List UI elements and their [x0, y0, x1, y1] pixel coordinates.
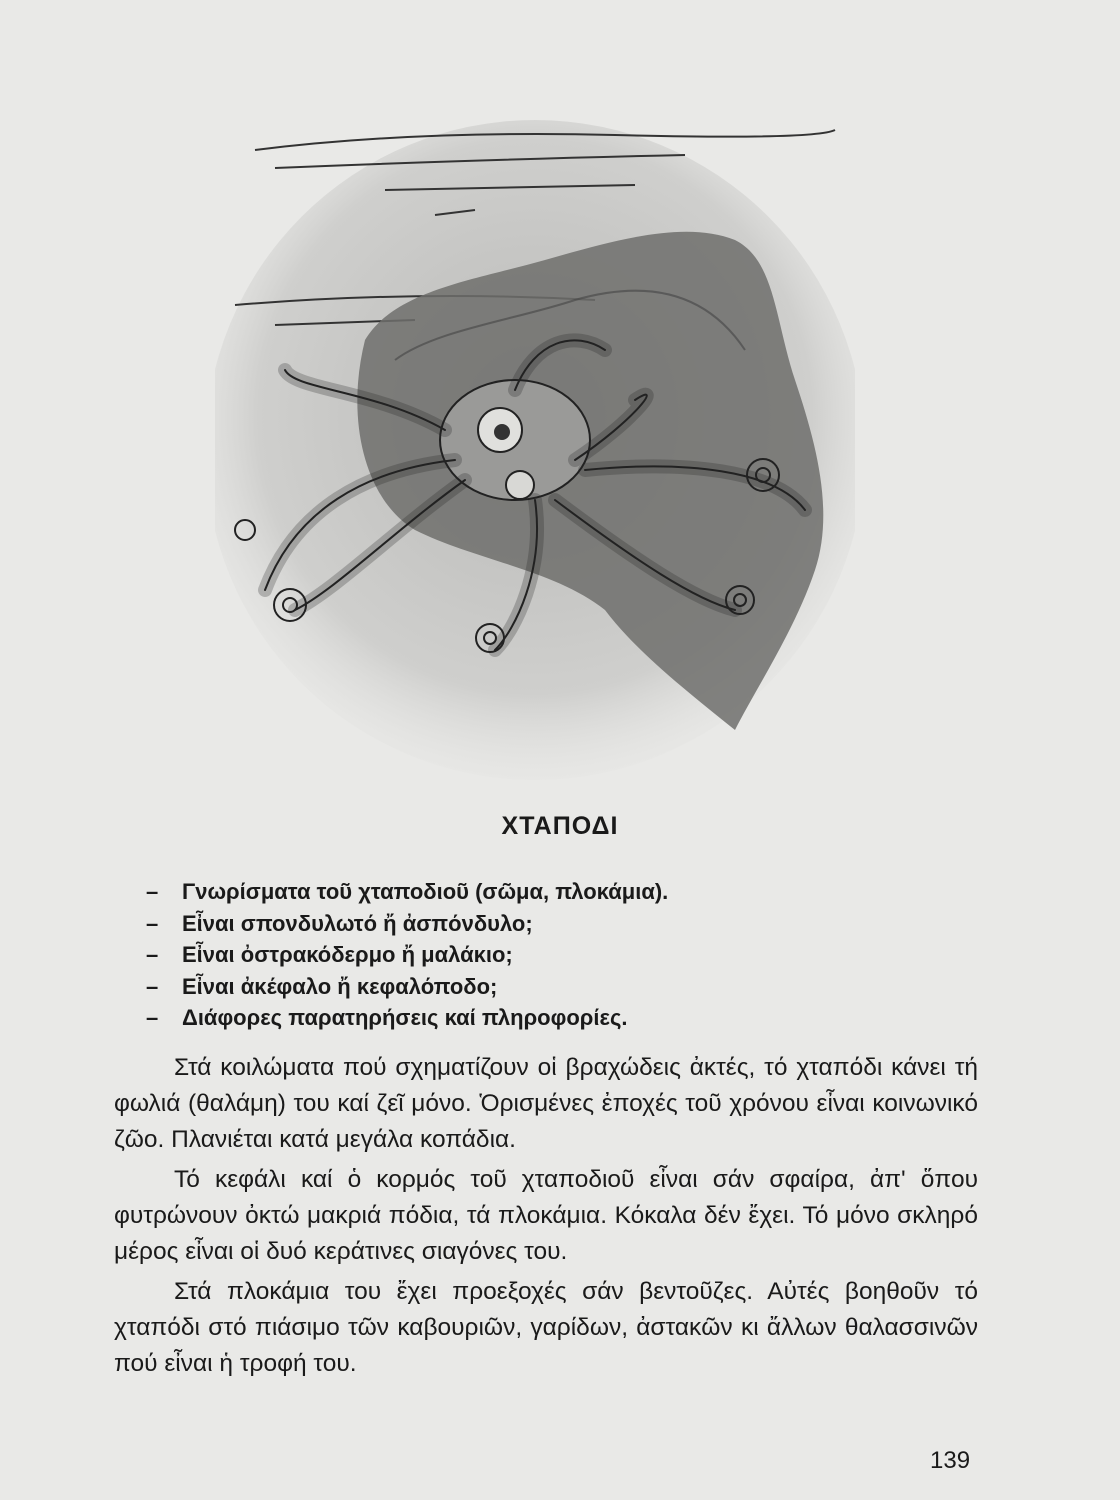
illustration-caption: ΧΤΑΠΟΔΙ	[501, 812, 619, 840]
page-number: 139	[930, 1447, 971, 1474]
paragraph: Στά πλοκάμια του ἔχει προεξοχές σάν βεντοῦζες. Αὐτές βοηθοῦν τό χταπόδι στό πιάσιμο τῶν καβουριῶν, γαρίδων, ἀστακῶν κι ἄλλων θαλασσινῶν πού εἶναι ἡ τροφή του.	[114, 1278, 978, 1377]
paragraph: Τό κεφάλι καί ὁ κορμός τοῦ χταποδιοῦ εἶναι σάν σφαίρα, ἀπ' ὅπου φυτρώνουν ὀκτώ μακριά πόδια, τά πλοκάμια. Κόκαλα δέν ἔχει. Τό μόνο σκληρό μέρος εἶναι οἱ δυό κεράτινες σιαγόνες του.	[114, 1166, 978, 1265]
list-item: – Εἶναι ὀστρακόδερμο ἤ μαλάκιο;	[146, 942, 513, 967]
list-item: – Εἶναι σπονδυλωτό ἤ ἀσπόνδυλο;	[146, 910, 533, 936]
list-item: – Εἶναι ἀκέφαλο ἤ κεφαλόποδο;	[146, 973, 498, 999]
question-list	[146, 876, 946, 1034]
body-text	[114, 1050, 978, 1386]
list-item: – Γνωρίσματα τοῦ χταποδιοῦ (σῶμα, πλοκάμια).	[146, 879, 669, 904]
paragraph: Στά κοιλώματα πού σχηματίζουν οἱ βραχώδεις ἀκτές, τό χταπόδι κάνει τή φωλιά (θαλάμη) του καί ζεῖ μόνο. Ὁρισμένες ἐποχές τοῦ χρόνου εἶναι κοινωνικό ζῶο. Πλανιέται κατά μεγάλα κοπάδια.	[114, 1054, 978, 1153]
octopus-illustration	[215, 90, 855, 790]
list-item: – Διάφορες παρατηρήσεις καί πληροφορίες.	[146, 1005, 628, 1030]
